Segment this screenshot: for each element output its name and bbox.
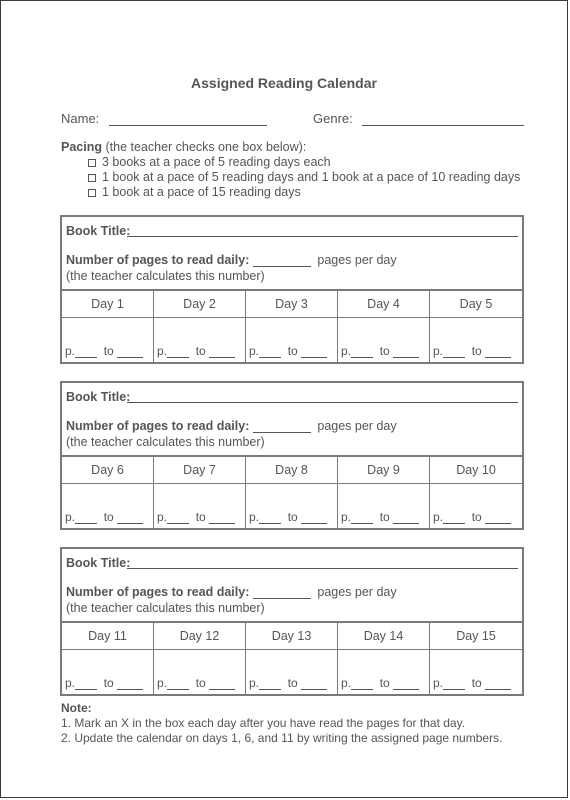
end-page-blank[interactable] — [301, 679, 327, 690]
calc-note: (the teacher calculates this number) — [66, 601, 265, 615]
day-header: Day 1 — [62, 291, 154, 318]
pages-daily-row — [66, 585, 397, 599]
end-page-blank[interactable] — [117, 347, 143, 358]
book-title-blank[interactable] — [127, 568, 518, 569]
note-item-2: 2. Update the calendar on days 1, 6, and 11 by writing the assigned page numbers. — [61, 731, 503, 745]
pacing-heading — [61, 140, 520, 155]
end-page-blank[interactable] — [485, 513, 511, 524]
book-title-label: Book Title: — [66, 556, 131, 570]
start-page-blank[interactable] — [443, 513, 465, 524]
page-range-cell[interactable] — [154, 650, 246, 694]
page-range-cell[interactable] — [338, 650, 430, 694]
book-info — [62, 383, 522, 457]
start-page-blank[interactable] — [167, 679, 189, 690]
day-header: Day 7 — [154, 457, 246, 484]
page-range — [249, 676, 327, 690]
to-label: to — [103, 510, 114, 524]
book-info — [62, 217, 522, 291]
book-block-3 — [60, 547, 524, 696]
note-section — [61, 701, 502, 746]
p-label: p. — [65, 510, 76, 524]
end-page-blank[interactable] — [393, 513, 419, 524]
calc-note: (the teacher calculates this number) — [66, 269, 265, 283]
end-page-blank[interactable] — [301, 513, 327, 524]
day-header: Day 6 — [62, 457, 154, 484]
to-label: to — [471, 510, 482, 524]
start-page-blank[interactable] — [167, 513, 189, 524]
page-range — [433, 510, 511, 524]
p-label: p. — [341, 676, 352, 690]
to-label: to — [195, 510, 206, 524]
to-label: to — [471, 344, 482, 358]
name-field-row — [61, 111, 267, 126]
start-page-blank[interactable] — [259, 513, 281, 524]
pacing-option-2 — [61, 170, 520, 185]
pacing-option-label: 1 book at a pace of 5 reading days and 1 book at a pace of 10 reading days — [102, 170, 521, 184]
start-page-blank[interactable] — [75, 513, 97, 524]
pacing-option-label: 3 books at a pace of 5 reading days each — [102, 155, 331, 169]
end-page-blank[interactable] — [117, 513, 143, 524]
book-title-label: Book Title: — [66, 224, 131, 238]
genre-field-row — [313, 111, 524, 126]
day-header: Day 14 — [338, 623, 430, 650]
book-title-blank[interactable] — [127, 402, 518, 403]
pages-per-day-label: pages per day — [317, 419, 397, 433]
start-page-blank[interactable] — [351, 679, 373, 690]
to-label: to — [379, 676, 390, 690]
page-range-cell[interactable] — [154, 484, 246, 528]
checkbox-icon[interactable] — [88, 189, 96, 197]
end-page-blank[interactable] — [209, 679, 235, 690]
pages-per-day-label: pages per day — [317, 585, 397, 599]
page-range-cell[interactable] — [246, 650, 338, 694]
start-page-blank[interactable] — [443, 347, 465, 358]
p-label: p. — [249, 344, 260, 358]
page-range-cell[interactable] — [338, 318, 430, 362]
to-label: to — [287, 344, 298, 358]
book-title-label: Book Title: — [66, 390, 131, 404]
p-label: p. — [341, 510, 352, 524]
page-range — [157, 344, 235, 358]
page-range — [65, 344, 143, 358]
page-range — [65, 510, 143, 524]
start-page-blank[interactable] — [443, 679, 465, 690]
pages-daily-blank[interactable] — [253, 586, 311, 599]
pages-daily-label: Number of pages to read daily: — [66, 253, 250, 267]
end-page-blank[interactable] — [393, 679, 419, 690]
end-page-blank[interactable] — [209, 347, 235, 358]
end-page-blank[interactable] — [485, 679, 511, 690]
calc-note: (the teacher calculates this number) — [66, 435, 265, 449]
page-range — [341, 510, 419, 524]
page-range — [433, 676, 511, 690]
book-title-blank[interactable] — [127, 236, 518, 237]
page-range-cell[interactable] — [430, 650, 522, 694]
day-grid — [62, 457, 522, 528]
day-header: Day 15 — [430, 623, 522, 650]
to-label: to — [379, 344, 390, 358]
note-item-1: 1. Mark an X in the box each day after you have read the pages for that day. — [61, 716, 466, 730]
page-range — [65, 676, 143, 690]
day-grid — [62, 623, 522, 694]
start-page-blank[interactable] — [259, 679, 281, 690]
day-header: Day 12 — [154, 623, 246, 650]
p-label: p. — [157, 676, 168, 690]
day-header: Day 13 — [246, 623, 338, 650]
book-block-1 — [60, 215, 524, 364]
pages-daily-row — [66, 253, 397, 267]
book-block-2 — [60, 381, 524, 530]
genre-blank[interactable] — [362, 113, 524, 126]
page-range-cell[interactable] — [430, 484, 522, 528]
book-info — [62, 549, 522, 623]
to-label: to — [471, 676, 482, 690]
pacing-option-label: 1 book at a pace of 15 reading days — [102, 185, 301, 199]
note-heading: Note: — [61, 701, 92, 715]
p-label: p. — [433, 344, 444, 358]
day-header: Day 2 — [154, 291, 246, 318]
day-header: Day 10 — [430, 457, 522, 484]
page-range — [433, 344, 511, 358]
to-label: to — [195, 676, 206, 690]
end-page-blank[interactable] — [485, 347, 511, 358]
genre-label: Genre: — [313, 111, 353, 126]
p-label: p. — [249, 510, 260, 524]
to-label: to — [287, 676, 298, 690]
pacing-heading-bold: Pacing — [61, 140, 102, 154]
page-range-cell[interactable] — [246, 318, 338, 362]
start-page-blank[interactable] — [351, 347, 373, 358]
p-label: p. — [341, 344, 352, 358]
day-header: Day 3 — [246, 291, 338, 318]
pacing-heading-text: (the teacher checks one box below): — [105, 140, 307, 154]
p-label: p. — [65, 676, 76, 690]
pacing-option-3 — [61, 185, 520, 200]
to-label: to — [287, 510, 298, 524]
p-label: p. — [433, 676, 444, 690]
name-label: Name: — [61, 111, 100, 126]
pages-daily-label: Number of pages to read daily: — [66, 419, 250, 433]
name-blank[interactable] — [109, 113, 267, 126]
to-label: to — [103, 676, 114, 690]
start-page-blank[interactable] — [351, 513, 373, 524]
p-label: p. — [157, 344, 168, 358]
to-label: to — [103, 344, 114, 358]
to-label: to — [379, 510, 390, 524]
day-header: Day 4 — [338, 291, 430, 318]
page-range — [157, 676, 235, 690]
pages-daily-row — [66, 419, 397, 433]
p-label: p. — [249, 676, 260, 690]
page-range — [249, 510, 327, 524]
day-grid — [62, 291, 522, 362]
page-range-cell[interactable] — [62, 484, 154, 528]
end-page-blank[interactable] — [301, 347, 327, 358]
end-page-blank[interactable] — [117, 679, 143, 690]
p-label: p. — [433, 510, 444, 524]
start-page-blank[interactable] — [75, 679, 97, 690]
pacing-option-1 — [61, 155, 520, 170]
page-range — [341, 344, 419, 358]
pages-daily-blank[interactable] — [253, 420, 311, 433]
page-range-cell[interactable] — [154, 318, 246, 362]
to-label: to — [195, 344, 206, 358]
day-header: Day 5 — [430, 291, 522, 318]
start-page-blank[interactable] — [259, 347, 281, 358]
pages-per-day-label: pages per day — [317, 253, 397, 267]
page-range — [341, 676, 419, 690]
pacing-section — [61, 140, 520, 200]
p-label: p. — [65, 344, 76, 358]
end-page-blank[interactable] — [393, 347, 419, 358]
day-header: Day 11 — [62, 623, 154, 650]
p-label: p. — [157, 510, 168, 524]
start-page-blank[interactable] — [75, 347, 97, 358]
pages-daily-blank[interactable] — [253, 254, 311, 267]
start-page-blank[interactable] — [167, 347, 189, 358]
page-range-cell[interactable] — [246, 484, 338, 528]
page-range-cell[interactable] — [62, 650, 154, 694]
page-range — [157, 510, 235, 524]
end-page-blank[interactable] — [209, 513, 235, 524]
page-title: Assigned Reading Calendar — [191, 75, 377, 91]
checkbox-icon[interactable] — [88, 159, 96, 167]
day-header: Day 9 — [338, 457, 430, 484]
page-range — [249, 344, 327, 358]
page-range-cell[interactable] — [430, 318, 522, 362]
page-range-cell[interactable] — [338, 484, 430, 528]
checkbox-icon[interactable] — [88, 174, 96, 182]
page-range-cell[interactable] — [62, 318, 154, 362]
pages-daily-label: Number of pages to read daily: — [66, 585, 250, 599]
day-header: Day 8 — [246, 457, 338, 484]
